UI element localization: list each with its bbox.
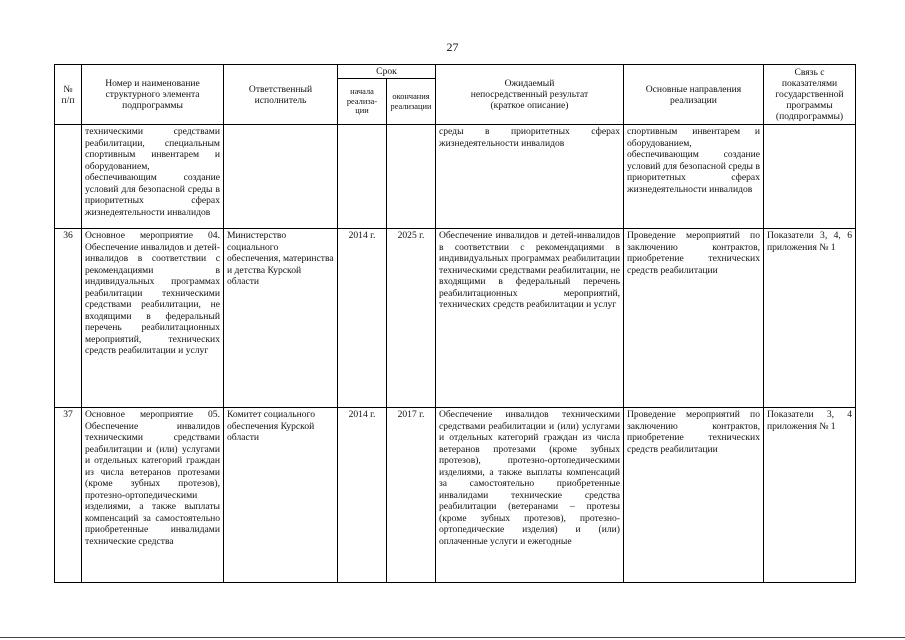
table-row [55,125,856,229]
row-link: Показатели 3, 4, 6 приложения № 1 [764,229,856,408]
table-row [55,408,856,583]
header-term: Срок [338,65,436,79]
header-directions: Основные направления реализации [624,65,764,125]
header-start: начала реализа- ции [338,79,387,125]
header-result: Ожидаемый непосредственный результат (краткое описание) [436,65,624,125]
header-link: Связь с показателями государственной программы (подпрограммы) [764,65,856,125]
row-result: Обеспечение инвалидов техническими средствами реабилитации и (или) услугами и отдельных категорий граждан из числа ветеранов протезами (кроме зубных протезов), протезно-ортопедическими изделиями, а также выплаты компенсаций за самостоятельно приобретенные инвалидами технические средства реабилитации (ветеранами – протезы (кроме зубных протезов), протезно-ортопедические изделия) и (или) оплаченные услуги и ежегодные [436,408,624,583]
row-directions: Проведение мероприятий по заключению контрактов, приобретение технических средств реабилитации [624,229,764,408]
header-element: Номер и наименование структурного элемента подпрограммы [82,65,224,125]
row-link: Показатели 3, 4 приложения № 1 [764,408,856,583]
scan-edge-line [0,637,905,638]
row-element: Основное мероприятие 05. Обеспечение инвалидов техническими средствами реабилитации и (или) услугами и отдельных категорий граждан из числа ветеранов протезами (кроме зубных протезов), протезно-ортопедическими изделиями, а также выплаты компенсаций за самостоятельно приобретенные инвалидами технические средства [82,408,224,583]
row-num: 36 [55,229,82,408]
row-end: 2017 г. [387,408,436,583]
row-link [764,125,856,229]
row-directions: спортивным инвентарем и оборудованием, обеспечивающим создание условий для безопасной среды в приоритетных сферах жизнедеятельности инвалидов [624,125,764,229]
row-start: 2014 г. [338,408,387,583]
row-num [55,125,82,229]
header-end: окончания реализации [387,79,436,125]
row-end [387,125,436,229]
header-num: № п/п [55,65,82,125]
row-num: 37 [55,408,82,583]
row-result: среды в приоритетных сферах жизнедеятельности инвалидов [436,125,624,229]
row-start [338,125,387,229]
row-responsible: Министерство социального обеспечения, материнства и детства Курской области [224,229,338,408]
row-responsible: Комитет социального обеспечения Курской области [224,408,338,583]
row-end: 2025 г. [387,229,436,408]
row-start: 2014 г. [338,229,387,408]
row-responsible [224,125,338,229]
header-responsible: Ответственный исполнитель [224,65,338,125]
row-result: Обеспечение инвалидов и детей-инвалидов в соответствии с рекомендациями в индивидуальных программах реабилитации техническими средствами реабилитации, не входящими в федеральный перечень реабилитационных мероприятий, технических средств реабилитации и услуг [436,229,624,408]
program-table [54,64,856,583]
table-row [55,229,856,408]
row-directions: Проведение мероприятий по заключению контрактов, приобретение технических средств реабилитации [624,408,764,583]
row-element: техническими средствами реабилитации, специальным спортивным инвентарем и оборудованием, обеспечивающим создание условий для безопасной среды в приоритетных сферах жизнедеятельности инвалидов [82,125,224,229]
page-number: 27 [446,40,459,54]
row-element: Основное мероприятие 04. Обеспечение инвалидов и детей-инвалидов в соответствии с рекомендациями в индивидуальных программах реабилитации техническими средствами реабилитации, не входящими в федеральный перечень реабилитационных мероприятий, технических средств реабилитации и услуг [82,229,224,408]
